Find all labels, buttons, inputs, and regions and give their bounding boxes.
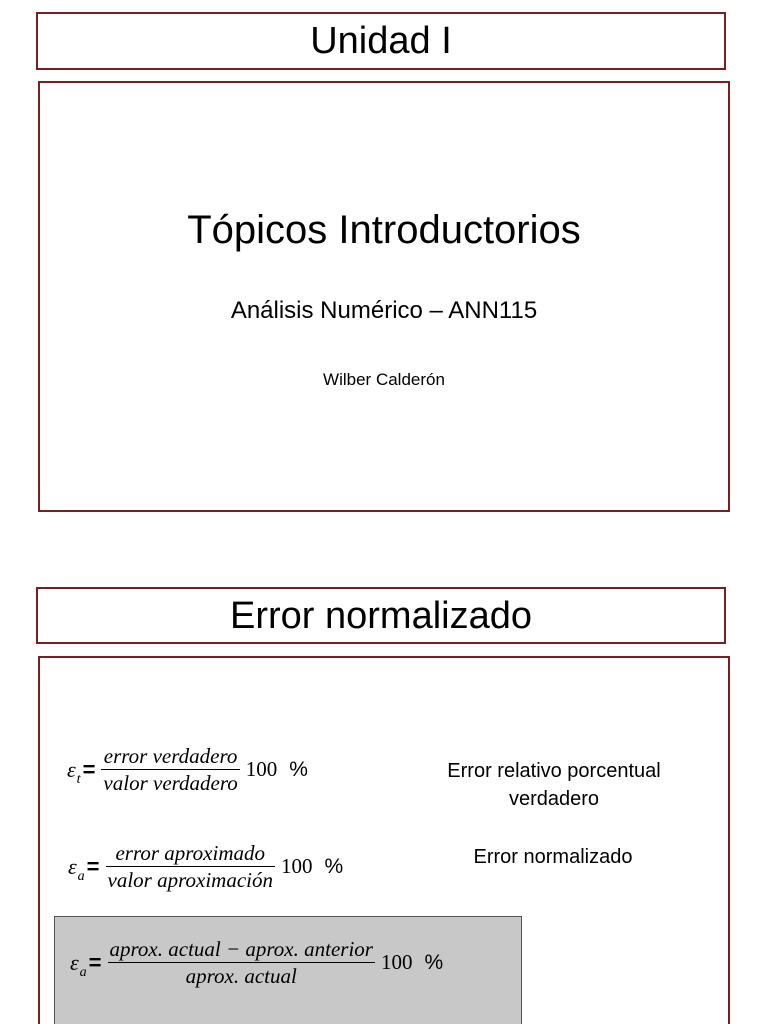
numerator: error verdadero	[103, 744, 238, 768]
formula-approx-relative-error	[68, 842, 343, 891]
slide1-header: Unidad I	[310, 20, 452, 62]
equals-sign: =	[88, 949, 102, 975]
factor: 100	[245, 757, 278, 782]
numerator: aprox. actual − aprox. anterior	[109, 937, 373, 961]
percent-sign: %	[324, 854, 344, 878]
slide1-header-box	[36, 12, 726, 70]
percent-sign: %	[289, 757, 308, 781]
percent-sign: %	[424, 950, 444, 974]
fraction	[108, 938, 375, 987]
fraction	[106, 842, 275, 891]
slide1-subtitle: Análisis Numérico – ANN115	[230, 297, 538, 324]
epsilon-symbol: ε	[67, 756, 76, 782]
denominator: valor verdadero	[103, 771, 238, 796]
factor: 100	[380, 950, 413, 975]
numerator: error aproximado	[115, 841, 266, 865]
equals-sign: =	[86, 853, 100, 879]
equals-sign: =	[82, 756, 96, 782]
formula-1-description: Error relativo porcentual verdadero	[447, 760, 661, 810]
formula-lhs	[70, 949, 87, 980]
epsilon-symbol: ε	[68, 853, 77, 879]
formula-lhs	[67, 756, 81, 787]
slide1-author: Wilber Calderón	[323, 370, 445, 389]
slide1-content-box	[38, 81, 730, 512]
epsilon-subscript: t	[76, 771, 81, 787]
slide2-header-box	[36, 587, 726, 644]
formula-lhs	[68, 853, 85, 884]
formula-2-description: Error normalizado	[473, 846, 633, 868]
slide1-title: Tópicos Introductorios	[187, 208, 581, 252]
epsilon-subscript: a	[77, 868, 85, 884]
fraction	[101, 745, 239, 794]
denominator: aprox. actual	[185, 964, 297, 989]
epsilon-symbol: ε	[70, 949, 79, 975]
slide2-header: Error normalizado	[230, 595, 532, 637]
formula-true-relative-error	[67, 745, 308, 794]
epsilon-subscript: a	[79, 964, 87, 980]
denominator: valor aproximación	[107, 868, 273, 893]
formula-iterative-error	[70, 938, 443, 987]
factor: 100	[280, 854, 313, 879]
